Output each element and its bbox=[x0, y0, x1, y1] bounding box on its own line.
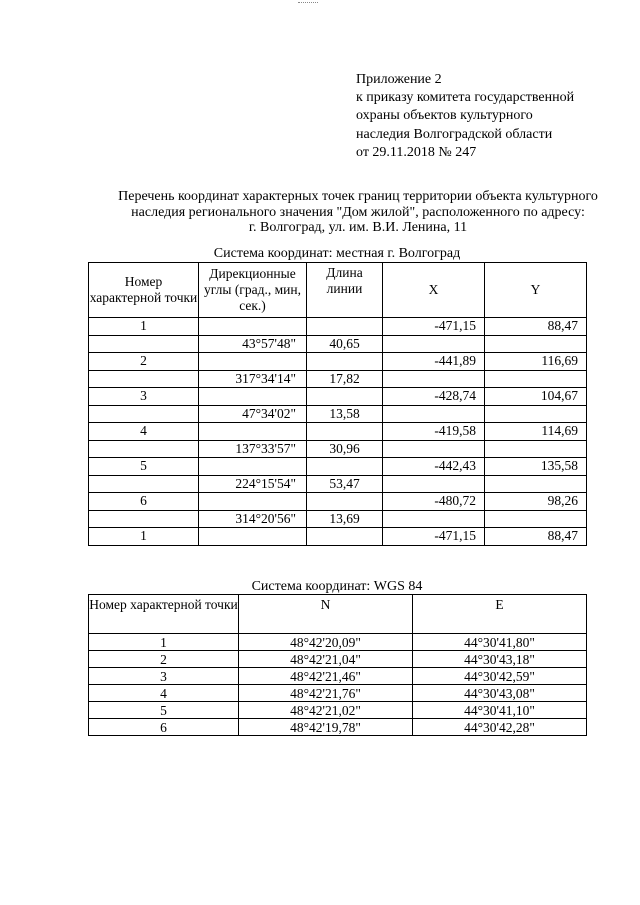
table-row bbox=[89, 685, 587, 702]
header-length: Длина линии bbox=[307, 263, 383, 318]
cell-x bbox=[383, 510, 485, 528]
cell-y bbox=[485, 510, 587, 528]
cell-length: 30,96 bbox=[307, 440, 383, 458]
cell-point: 2 bbox=[89, 353, 199, 371]
cell-y: 104,67 bbox=[485, 388, 587, 406]
cell-angle bbox=[199, 458, 307, 476]
cell-x: -442,43 bbox=[383, 458, 485, 476]
appendix-block bbox=[356, 71, 626, 162]
cell-x bbox=[383, 335, 485, 353]
cell-length bbox=[307, 458, 383, 476]
cell-n: 48°42'21,46" bbox=[239, 668, 413, 685]
cell-x: -441,89 bbox=[383, 353, 485, 371]
cell-angle: 137°33'57" bbox=[199, 440, 307, 458]
cell-x: -428,74 bbox=[383, 388, 485, 406]
table-row bbox=[89, 370, 587, 388]
cell-y bbox=[485, 405, 587, 423]
heading-line: г. Волгоград, ул. им. В.И. Ленина, 11 bbox=[248, 220, 468, 235]
cell-point: 4 bbox=[89, 423, 199, 441]
cell-x: -471,15 bbox=[383, 528, 485, 546]
cell-y: 88,47 bbox=[485, 528, 587, 546]
cell-angle: 317°34'14" bbox=[199, 370, 307, 388]
cell-x bbox=[383, 370, 485, 388]
cell-e: 44°30'41,10" bbox=[413, 702, 587, 719]
table-header-row bbox=[89, 263, 587, 318]
cell-y: 114,69 bbox=[485, 423, 587, 441]
cell-x: -471,15 bbox=[383, 318, 485, 336]
cell-n: 48°42'21,04" bbox=[239, 651, 413, 668]
cell-y: 116,69 bbox=[485, 353, 587, 371]
cell-length bbox=[307, 528, 383, 546]
table-row bbox=[89, 651, 587, 668]
table-row bbox=[89, 353, 587, 371]
cell-angle bbox=[199, 388, 307, 406]
cell-angle bbox=[199, 493, 307, 511]
header-e: E bbox=[413, 595, 587, 634]
cell-x bbox=[383, 405, 485, 423]
cell-point: 3 bbox=[89, 388, 199, 406]
table-row bbox=[89, 493, 587, 511]
cell-point: 6 bbox=[89, 493, 199, 511]
cell-length bbox=[307, 493, 383, 511]
header-y: Y bbox=[485, 263, 587, 318]
cell-angle: 224°15'54" bbox=[199, 475, 307, 493]
cell-length: 40,65 bbox=[307, 335, 383, 353]
header-point: Номер характерной точки bbox=[89, 595, 239, 634]
cell-point: 5 bbox=[89, 458, 199, 476]
table-header-row bbox=[89, 595, 587, 634]
table2-caption: Система координат: WGS 84 bbox=[251, 579, 423, 594]
table1-caption: Система координат: местная г. Волгоград bbox=[213, 246, 461, 261]
cell-angle bbox=[199, 423, 307, 441]
cell-n: 48°42'19,78" bbox=[239, 719, 413, 736]
heading-line: Перечень координат характерных точек границ территории объекта культурного bbox=[118, 189, 598, 204]
cell-angle bbox=[199, 318, 307, 336]
appendix-line: Приложение 2 bbox=[356, 72, 442, 87]
cell-point: 1 bbox=[89, 318, 199, 336]
table-row bbox=[89, 335, 587, 353]
cell-y bbox=[485, 370, 587, 388]
cell-y: 98,26 bbox=[485, 493, 587, 511]
cell-n: 48°42'20,09" bbox=[239, 634, 413, 651]
cell-point: 4 bbox=[89, 685, 239, 702]
table-row bbox=[89, 458, 587, 476]
cell-y bbox=[485, 440, 587, 458]
header-angle: Дирекционные углы (град., мин, сек.) bbox=[199, 263, 307, 318]
cell-y: 135,58 bbox=[485, 458, 587, 476]
cell-y: 88,47 bbox=[485, 318, 587, 336]
cell-point: 1 bbox=[89, 634, 239, 651]
table-row bbox=[89, 405, 587, 423]
table-row bbox=[89, 668, 587, 685]
cell-n: 48°42'21,02" bbox=[239, 702, 413, 719]
cell-length bbox=[307, 388, 383, 406]
header-x: X bbox=[383, 263, 485, 318]
appendix-line: охраны объектов культурного bbox=[356, 108, 533, 124]
table-row bbox=[89, 440, 587, 458]
cell-point: 6 bbox=[89, 719, 239, 736]
cell-angle: 47°34'02" bbox=[199, 405, 307, 423]
table-row bbox=[89, 423, 587, 441]
cell-length: 13,69 bbox=[307, 510, 383, 528]
table-row bbox=[89, 475, 587, 493]
cell-point bbox=[89, 510, 199, 528]
cell-angle: 43°57'48" bbox=[199, 335, 307, 353]
cell-e: 44°30'41,80" bbox=[413, 634, 587, 651]
cell-point bbox=[89, 405, 199, 423]
cell-e: 44°30'42,28" bbox=[413, 719, 587, 736]
cell-point: 3 bbox=[89, 668, 239, 685]
table-row bbox=[89, 318, 587, 336]
heading-line: наследия регионального значения "Дом жилой", расположенного по адресу: bbox=[131, 204, 585, 220]
header-n: N bbox=[239, 595, 413, 634]
table-row bbox=[89, 634, 587, 651]
appendix-line: от 29.11.2018 № 247 bbox=[356, 144, 477, 160]
local-coordinates-table bbox=[88, 262, 587, 546]
cell-e: 44°30'42,59" bbox=[413, 668, 587, 685]
cell-point bbox=[89, 440, 199, 458]
cell-x: -480,72 bbox=[383, 493, 485, 511]
scan-mark bbox=[298, 2, 318, 5]
cell-x: -419,58 bbox=[383, 423, 485, 441]
table-row bbox=[89, 528, 587, 546]
table-row bbox=[89, 510, 587, 528]
cell-length bbox=[307, 423, 383, 441]
table-row bbox=[89, 388, 587, 406]
cell-angle bbox=[199, 353, 307, 371]
cell-point bbox=[89, 370, 199, 388]
cell-length: 17,82 bbox=[307, 370, 383, 388]
document-heading bbox=[80, 189, 636, 236]
cell-e: 44°30'43,18" bbox=[413, 651, 587, 668]
cell-angle bbox=[199, 528, 307, 546]
cell-length bbox=[307, 353, 383, 371]
cell-x bbox=[383, 440, 485, 458]
cell-x bbox=[383, 475, 485, 493]
table-row bbox=[89, 702, 587, 719]
cell-point: 2 bbox=[89, 651, 239, 668]
cell-point: 5 bbox=[89, 702, 239, 719]
cell-point bbox=[89, 475, 199, 493]
cell-point bbox=[89, 335, 199, 353]
cell-y bbox=[485, 475, 587, 493]
cell-e: 44°30'43,08" bbox=[413, 685, 587, 702]
appendix-line: к приказу комитета государственной bbox=[356, 90, 575, 106]
cell-n: 48°42'21,76" bbox=[239, 685, 413, 702]
appendix-line: наследия Волгоградской области bbox=[356, 126, 553, 142]
table-row bbox=[89, 719, 587, 736]
cell-angle: 314°20'56" bbox=[199, 510, 307, 528]
cell-point: 1 bbox=[89, 528, 199, 546]
wgs84-coordinates-table bbox=[88, 594, 587, 736]
cell-length bbox=[307, 318, 383, 336]
cell-length: 53,47 bbox=[307, 475, 383, 493]
cell-y bbox=[485, 335, 587, 353]
header-point: Номер характерной точки bbox=[89, 263, 199, 318]
cell-length: 13,58 bbox=[307, 405, 383, 423]
